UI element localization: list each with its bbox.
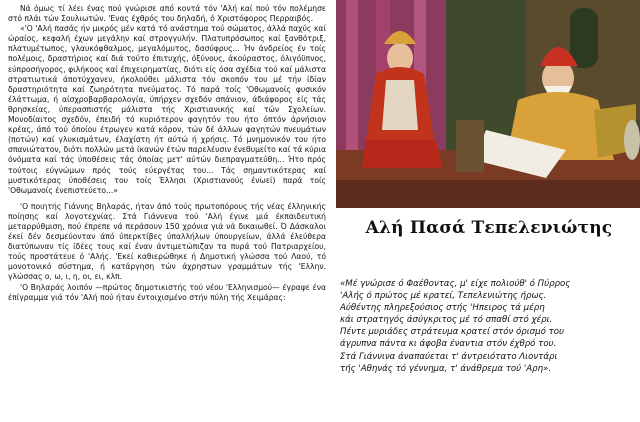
poem-line: τής 'Αθηνάς τό γέννημα, τ' άνάθρεμα τού 'Αρη». [340,363,552,374]
poem-line: Αύθέντης πληρεξούσιος στής 'Ηπειρος τά μέρη [340,303,545,314]
epigram-poem [340,278,636,375]
poem-line: Πέντε μυριάδες στράτευμα κρατεί στόν όρισμό του [340,327,564,338]
page-title: Αλή Πασά Τεπελενιώτης [365,218,613,238]
poem-line: άγρυπνα πάντα κι άφοβα έναντια στόν έχθρό του. [340,339,557,350]
article-paragraph-epigram-intro: 'Ο Βηλαράς λοιπόν —πρώτος δημοτικιστής τού νέου 'Ελληνισμού— έγραψε ένα έπίγραμμα γιά τόν 'Αλή πού ήταν έντοιχισμένο στήν πύλη τής Χειμάρας: [8,282,326,302]
poem-line: 'Αλής ό πρώτος μέ κρατεί, Τεπελενιώτης ήρως. [340,291,547,302]
article-paragraph-vilaras: 'Ο ποιητής Γιάννης Βηλαράς, ήταν άπό τούς πρωτοπόρους τής νέας έλληνικής ποίησης καί λογοτεχνίας. Στά Γιάννενα τού 'Αλή έγινε μιά έκπαιδευτική μεταρρύθμιση, πού έπρεπε νά περάσουν 150 χρόνια γιά νά δικαιωθεί. Ό Δάσκαλοι έκεί δέν δεσμεύονταν άπό ύπερκτίβες ύπαλλήλων ύπουργείων, άλλά έλεύθερα διατύπωναν τίς ίδέες τους καί έναν άντιμετώπιζαν τα πυρά τού Πατριαρχείου, τούς προστάτευε ό 'Αλής. 'Εκεί καθιερώθηκε ή Δημοτική γλώσσα τού Λαού, τό μονοτονικό σύστημα, ή κατάργηση τών άχρηστων γραμμάτων τής 'Ελλην. γλώσσας ο, ω, ι, η, οι, ει, κλπ. [8,201,326,282]
article-column [8,4,326,303]
poem-line: κάι στρατηγός άσύγκριτος μέ τό σπαθί στό χέρι. [340,315,553,326]
poem-line: «Μέ γνώρισε ό Φαέθοντας, μ' είχε πολιούθ' ό Πύρρος [340,279,571,289]
article-paragraph-intro: Νά όμως τί λέει ένας πού γνώρισε από κοντά τόν 'Αλή καί πού τόν πολέμησε στό πλάι τών Σουλιωτών. 'Ενας έχθρός του δηλαδή, ό Χριστόφορος Περραιβός. [8,4,326,24]
article-paragraph-quote: «'Ο 'Αλή πασάς ήν μικρός μέν κατά τό ανάστημα τού σώματος, άλλά παχύς καί ώραίος, κεφαλή έχων μεγάλην καί στρογγυλήν. Πλατυπρόσωπος καί ξανθότριξ, πλατυμέτωπος, γλαυκόφθαλμος, μεγαλόμυτος, δασύφρυς... Ήν άνδρείος έν τοίς πολέμοις, δραστήριος καί διά τούτο έπιτυχής, όξύνους, άκούραστος, όλιγόϋπνος, εύπροσήγορος, φιλήκοος καί έπιχειρηματίας, διότι είς όσα σχέδια τού καί μάλιστα στρατιωτικά άποτύχχανεν, ήκολούθει μάλιστα τόν σκοπόν του μέ τήν ίδίαν δραστηριότητα καί ζωηρότητα πνεύματος. Τό παρά τοίς 'Οθωμανοίς φυσικόν έλάττωμα, ή αίσχροβαρβαρολογία, ύπήρχεν σχεδόν σπάνιον, άδιάφορος είς τάς θρησκείας, ύπερασπιστής μάλιστα τής Χριστιανικής καί τών Σχολείων. Μονοδίαιτος σχεδόν, έπειδή τό κυριότερον φαγητόν του ήτο όπτόν άρνήσιον κρέας, άπό τού όποίου έτρωγεν κατά κόρον, τών δέ άλλων φαγητών πνευμάτων (ποτών) καί γλυκισμάτων, έλαχίστη ήτ αύτώ ή χρήσις. Τό μνημονικόν του ήτο σπανιώτατον, διότι πολλών μετά ίκανών έτών παρελέυσιν ένεθυμείτο καί τά κύρια όνόματα καί τάς ύποθέσεις τάς όποίας μετ' αύτών διεπραγματεύθη... Ήτο πρός τούτοις εύγνώμων πρός τούς εύεργέτας του... Τάς σημαντικότερας καί μυστικότερας ύποθέσεις του τοίς Έλλησι (Χριστιανούς ένωεί) παρά τοίς 'Οθωμανοίς ένεπιστεύετο...» [8,24,326,195]
poem-line: Στά Γιάννινα άναπαύεται τ' άντρειότατο Λιοντάρι [340,351,558,362]
ali-pasha-painting [336,0,640,208]
